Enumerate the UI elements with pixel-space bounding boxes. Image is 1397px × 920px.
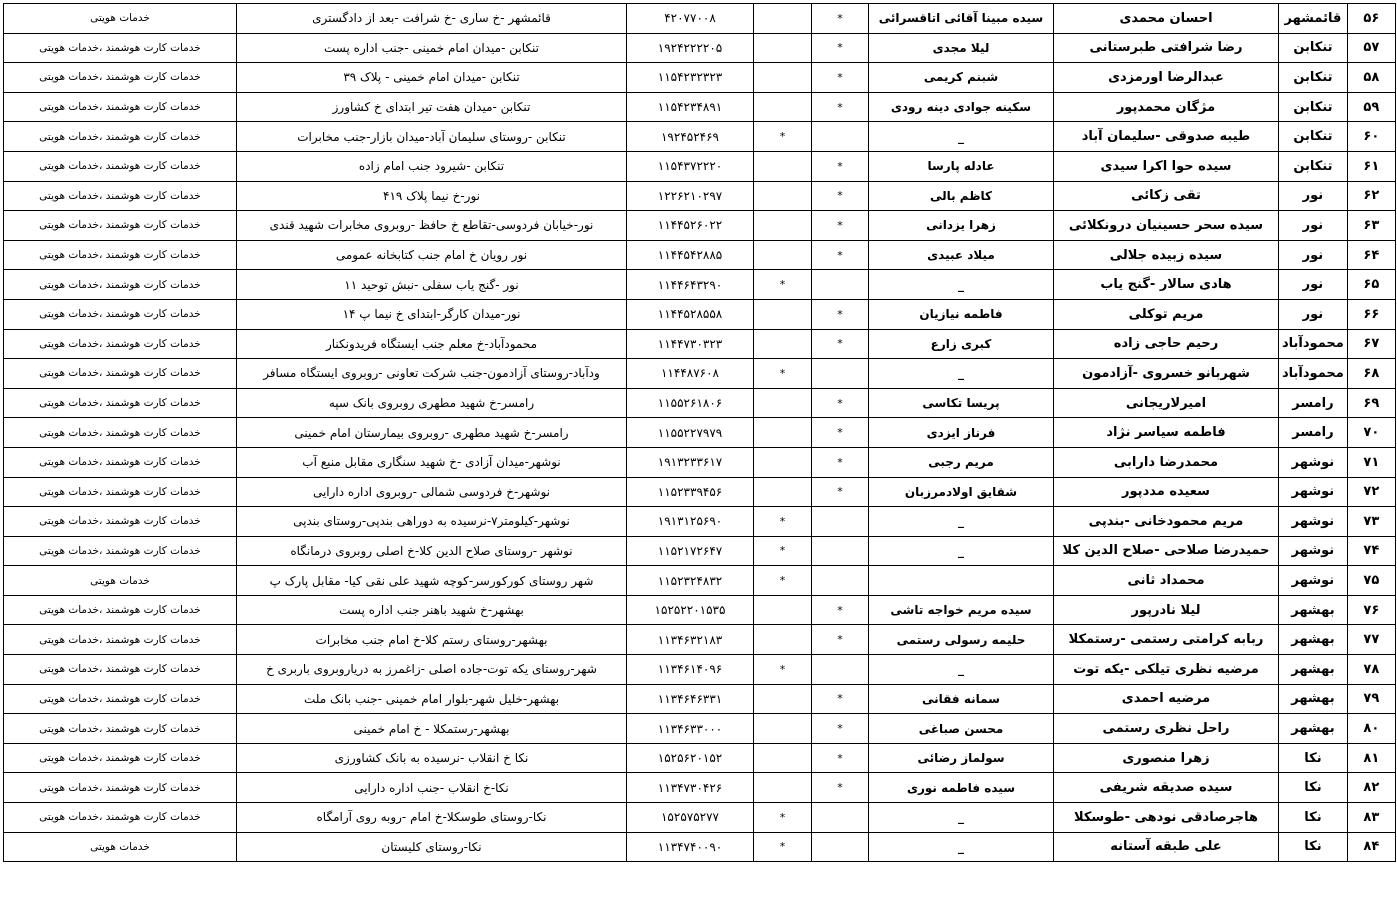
operator-cell: میلاد عبیدی [869, 240, 1054, 270]
city-cell: بهشهر [1279, 684, 1348, 714]
address-cell: بهشهر-روستای رستم کلا-خ امام جنب مخابرات [237, 625, 627, 655]
row-number: ۶۷ [1347, 329, 1395, 359]
mark-b-cell: * [754, 270, 812, 300]
address-cell: ودآباد-روستای آزادمون-جنب شرکت تعاونی -روبروی ایستگاه مسافر [237, 359, 627, 389]
city-cell: نوشهر [1279, 536, 1348, 566]
operator-cell: لیلا مجدی [869, 33, 1054, 63]
phone-cell: ۱۵۲۵۶۲۰۱۵۲ [627, 743, 754, 773]
services-cell: خدمات کارت هوشمند ،خدمات هویتی [4, 359, 237, 389]
city-cell: نور [1279, 181, 1348, 211]
services-cell: خدمات کارت هوشمند ،خدمات هویتی [4, 507, 237, 537]
table-row [4, 832, 1396, 862]
row-number: ۷۴ [1347, 536, 1395, 566]
phone-cell: ۱۱۳۴۷۳۰۴۲۶ [627, 773, 754, 803]
name-cell: رضا شرافتی طبرستانی [1054, 33, 1279, 63]
mark-b-cell [754, 92, 812, 122]
row-number: ۷۶ [1347, 595, 1395, 625]
address-cell: نوشهر-خ فردوسی شمالی -روبروی اداره دارایی [237, 477, 627, 507]
mark-a-cell: * [812, 240, 869, 270]
mark-a-cell: * [812, 773, 869, 803]
table-row [4, 477, 1396, 507]
row-number: ۶۳ [1347, 211, 1395, 241]
row-number: ۶۸ [1347, 359, 1395, 389]
city-cell: نور [1279, 211, 1348, 241]
table-row [4, 536, 1396, 566]
operator-cell: پریسا تکاسی [869, 388, 1054, 418]
name-cell: لیلا نادرپور [1054, 595, 1279, 625]
operator-cell: فرناز ایزدی [869, 418, 1054, 448]
mark-a-cell [812, 655, 869, 685]
table-row [4, 4, 1396, 34]
phone-cell: ۱۱۳۴۶۴۶۳۳۱ [627, 684, 754, 714]
row-number: ۸۱ [1347, 743, 1395, 773]
address-cell: نور -گنج یاب سفلی -نبش توحید ۱۱ [237, 270, 627, 300]
address-cell: تنکابن -شیرود جنب امام زاده [237, 151, 627, 181]
row-number: ۵۶ [1347, 4, 1395, 34]
phone-cell: ۱۱۵۴۲۳۲۳۲۳ [627, 63, 754, 93]
table-row [4, 714, 1396, 744]
operator-cell: مریم رجبی [869, 447, 1054, 477]
name-cell: هاجرصادقی نودهی -طوسکلا [1054, 803, 1279, 833]
mark-a-cell [812, 270, 869, 300]
row-number: ۸۰ [1347, 714, 1395, 744]
city-cell: نکا [1279, 832, 1348, 862]
phone-cell: ۱۱۴۴۶۴۳۲۹۰ [627, 270, 754, 300]
row-number: ۶۱ [1347, 151, 1395, 181]
name-cell: تقی زکائی [1054, 181, 1279, 211]
operator-cell: فاطمه نیازیان [869, 299, 1054, 329]
mark-b-cell [754, 418, 812, 448]
city-cell: نوشهر [1279, 477, 1348, 507]
address-cell: بهشهر-رستمکلا - خ امام خمینی [237, 714, 627, 744]
operator-cell [869, 566, 1054, 596]
name-cell: مژگان محمدپور [1054, 92, 1279, 122]
address-cell: نور-خیابان فردوسی-تقاطع خ حافظ -روبروی مخابرات شهید قندی [237, 211, 627, 241]
address-cell: تنکابن -میدان امام خمینی -جنب اداره پست [237, 33, 627, 63]
mark-b-cell [754, 743, 812, 773]
services-cell: خدمات کارت هوشمند ،خدمات هویتی [4, 743, 237, 773]
mark-a-cell [812, 122, 869, 152]
city-cell: تنکابن [1279, 33, 1348, 63]
city-cell: نور [1279, 240, 1348, 270]
name-cell: سیده زبیده جلالی [1054, 240, 1279, 270]
mark-a-cell: * [812, 418, 869, 448]
mark-b-cell [754, 684, 812, 714]
row-number: ۷۲ [1347, 477, 1395, 507]
mark-b-cell [754, 329, 812, 359]
table-row [4, 595, 1396, 625]
row-number: ۶۹ [1347, 388, 1395, 418]
mark-a-cell: * [812, 92, 869, 122]
phone-cell: ۱۱۵۴۳۷۲۲۲۰ [627, 151, 754, 181]
row-number: ۵۹ [1347, 92, 1395, 122]
row-number: ۶۲ [1347, 181, 1395, 211]
phone-cell: ۱۵۲۵۷۵۲۷۷ [627, 803, 754, 833]
mark-a-cell [812, 507, 869, 537]
phone-cell: ۱۹۱۳۱۲۵۶۹۰ [627, 507, 754, 537]
name-cell: امیرلاریجانی [1054, 388, 1279, 418]
mark-b-cell [754, 388, 812, 418]
city-cell: نور [1279, 299, 1348, 329]
table-row [4, 92, 1396, 122]
address-cell: نکا خ انقلاب -نرسیده به بانک کشاورزی [237, 743, 627, 773]
city-cell: بهشهر [1279, 714, 1348, 744]
phone-cell: ۱۱۵۵۲۲۷۹۷۹ [627, 418, 754, 448]
phone-cell: ۱۱۳۴۶۳۳۰۰۰ [627, 714, 754, 744]
services-cell: خدمات کارت هوشمند ،خدمات هویتی [4, 181, 237, 211]
phone-cell: ۱۹۲۴۵۲۴۶۹ [627, 122, 754, 152]
mark-a-cell: * [812, 684, 869, 714]
table-row [4, 655, 1396, 685]
services-cell: خدمات کارت هوشمند ،خدمات هویتی [4, 773, 237, 803]
name-cell: زهرا منصوری [1054, 743, 1279, 773]
mark-a-cell: * [812, 388, 869, 418]
services-cell: خدمات کارت هوشمند ،خدمات هویتی [4, 388, 237, 418]
row-number: ۶۰ [1347, 122, 1395, 152]
phone-cell: ۱۱۴۴۵۲۶۰۲۲ [627, 211, 754, 241]
name-cell: مریم محمودخانی -بندپی [1054, 507, 1279, 537]
operator-cell: زهرا یزدانی [869, 211, 1054, 241]
name-cell: فاطمه سیاسر نژاد [1054, 418, 1279, 448]
city-cell: بهشهر [1279, 625, 1348, 655]
address-cell: نکا-خ انقلاب -جنب اداره دارایی [237, 773, 627, 803]
name-cell: رحیم حاجی زاده [1054, 329, 1279, 359]
mark-b-cell: * [754, 536, 812, 566]
mark-b-cell [754, 299, 812, 329]
name-cell: سیده سحر حسینیان درونکلائی [1054, 211, 1279, 241]
row-number: ۷۰ [1347, 418, 1395, 448]
phone-cell: ۱۵۲۵۲۲۰۱۵۳۵ [627, 595, 754, 625]
city-cell: نکا [1279, 803, 1348, 833]
row-number: ۷۹ [1347, 684, 1395, 714]
table-row [4, 388, 1396, 418]
table-row [4, 181, 1396, 211]
name-cell: مرضیه احمدی [1054, 684, 1279, 714]
name-cell: سیده صدیقه شریفی [1054, 773, 1279, 803]
mark-b-cell [754, 595, 812, 625]
city-cell: تنکابن [1279, 92, 1348, 122]
city-cell: نور [1279, 270, 1348, 300]
row-number: ۸۴ [1347, 832, 1395, 862]
name-cell: علی طبقه آستانه [1054, 832, 1279, 862]
city-cell: نکا [1279, 743, 1348, 773]
services-cell: خدمات کارت هوشمند ،خدمات هویتی [4, 595, 237, 625]
services-cell: خدمات کارت هوشمند ،خدمات هویتی [4, 329, 237, 359]
address-cell: رامسر-خ شهید مطهری -روبروی بیمارستان امام خمینی [237, 418, 627, 448]
table-row [4, 418, 1396, 448]
city-cell: بهشهر [1279, 595, 1348, 625]
services-cell: خدمات کارت هوشمند ،خدمات هویتی [4, 714, 237, 744]
services-cell: خدمات کارت هوشمند ،خدمات هویتی [4, 211, 237, 241]
address-cell: شهر-روستای یکه توت-جاده اصلی -زاغمرز به دریاروبروی باربری خ [237, 655, 627, 685]
mark-b-cell: * [754, 359, 812, 389]
services-cell: خدمات کارت هوشمند ،خدمات هویتی [4, 655, 237, 685]
row-number: ۷۸ [1347, 655, 1395, 685]
operator-cell: _ [869, 536, 1054, 566]
address-cell: تنکابن -میدان هفت تیر ابتدای خ کشاورز [237, 92, 627, 122]
mark-b-cell [754, 477, 812, 507]
name-cell: هادی سالار -گنج یاب [1054, 270, 1279, 300]
table-row [4, 625, 1396, 655]
name-cell: مریم توکلی [1054, 299, 1279, 329]
mark-a-cell [812, 359, 869, 389]
row-number: ۸۲ [1347, 773, 1395, 803]
address-cell: شهر روستای کورکورسر-کوچه شهید علی نقی کیا- مقابل پارک پ [237, 566, 627, 596]
mark-a-cell: * [812, 714, 869, 744]
phone-cell: ۱۱۵۵۲۶۱۸۰۶ [627, 388, 754, 418]
phone-cell: ۱۱۴۴۵۴۲۸۸۵ [627, 240, 754, 270]
name-cell: ربابه کرامتی رستمی -رستمکلا [1054, 625, 1279, 655]
mark-a-cell: * [812, 63, 869, 93]
table-row [4, 743, 1396, 773]
mark-b-cell: * [754, 122, 812, 152]
operator-cell: شقایق اولادمرزبان [869, 477, 1054, 507]
phone-cell: ۱۱۴۴۵۲۸۵۵۸ [627, 299, 754, 329]
services-cell: خدمات کارت هوشمند ،خدمات هویتی [4, 270, 237, 300]
services-cell: خدمات کارت هوشمند ،خدمات هویتی [4, 536, 237, 566]
table-row [4, 33, 1396, 63]
operator-cell: سیده مبینا آقائی اتاقسرائی [869, 4, 1054, 34]
mark-b-cell: * [754, 803, 812, 833]
mark-a-cell: * [812, 329, 869, 359]
phone-cell: ۱۱۳۴۶۱۴۰۹۶ [627, 655, 754, 685]
centers-table [3, 3, 1396, 862]
services-cell: خدمات کارت هوشمند ،خدمات هویتی [4, 803, 237, 833]
mark-b-cell [754, 4, 812, 34]
operator-cell: سکینه جوادی دینه رودی [869, 92, 1054, 122]
mark-a-cell [812, 832, 869, 862]
services-cell: خدمات کارت هوشمند ،خدمات هویتی [4, 418, 237, 448]
mark-a-cell [812, 536, 869, 566]
city-cell: نکا [1279, 773, 1348, 803]
city-cell: بهشهر [1279, 655, 1348, 685]
mark-b-cell [754, 63, 812, 93]
name-cell: شهربانو خسروی -آزادمون [1054, 359, 1279, 389]
operator-cell: عادله پارسا [869, 151, 1054, 181]
operator-cell: _ [869, 832, 1054, 862]
mark-a-cell: * [812, 595, 869, 625]
operator-cell: _ [869, 270, 1054, 300]
mark-a-cell: * [812, 4, 869, 34]
mark-a-cell: * [812, 299, 869, 329]
operator-cell: سولماز رضائی [869, 743, 1054, 773]
name-cell: حمیدرضا صلاحی -صلاح الدین کلا [1054, 536, 1279, 566]
mark-b-cell [754, 773, 812, 803]
mark-a-cell: * [812, 625, 869, 655]
table-row [4, 151, 1396, 181]
address-cell: تنکابن -روستای سلیمان آباد-میدان بازار-جنب مخابرات [237, 122, 627, 152]
operator-cell: سمانه فقانی [869, 684, 1054, 714]
address-cell: بهشهر-خلیل شهر-بلوار امام خمینی -جنب بانک ملت [237, 684, 627, 714]
operator-cell: _ [869, 359, 1054, 389]
address-cell: قائمشهر -خ ساری -خ شرافت -بعد از دادگستری [237, 4, 627, 34]
mark-b-cell [754, 625, 812, 655]
name-cell: سعیده مددپور [1054, 477, 1279, 507]
mark-b-cell [754, 211, 812, 241]
address-cell: نور-خ نیما پلاک ۴۱۹ [237, 181, 627, 211]
row-number: ۶۵ [1347, 270, 1395, 300]
name-cell: احسان محمدی [1054, 4, 1279, 34]
table-row [4, 803, 1396, 833]
row-number: ۷۵ [1347, 566, 1395, 596]
mark-a-cell: * [812, 33, 869, 63]
table-row [4, 566, 1396, 596]
table-row [4, 240, 1396, 270]
operator-cell: محسن صباغی [869, 714, 1054, 744]
services-cell: خدمات کارت هوشمند ،خدمات هویتی [4, 122, 237, 152]
name-cell: طیبه صدوقی -سلیمان آباد [1054, 122, 1279, 152]
row-number: ۷۱ [1347, 447, 1395, 477]
mark-a-cell: * [812, 151, 869, 181]
city-cell: محمودآباد [1279, 329, 1348, 359]
services-cell: خدمات کارت هوشمند ،خدمات هویتی [4, 299, 237, 329]
services-cell: خدمات کارت هوشمند ،خدمات هویتی [4, 151, 237, 181]
name-cell: محمداد ثانی [1054, 566, 1279, 596]
city-cell: نوشهر [1279, 447, 1348, 477]
services-cell: خدمات کارت هوشمند ،خدمات هویتی [4, 92, 237, 122]
phone-cell: ۱۱۵۲۱۷۲۶۴۷ [627, 536, 754, 566]
operator-cell: سیده فاطمه نوری [869, 773, 1054, 803]
city-cell: نوشهر [1279, 566, 1348, 596]
services-cell: خدمات کارت هوشمند ،خدمات هویتی [4, 240, 237, 270]
operator-cell: کبری زارع [869, 329, 1054, 359]
mark-a-cell [812, 803, 869, 833]
row-number: ۵۷ [1347, 33, 1395, 63]
table-row [4, 447, 1396, 477]
city-cell: تنکابن [1279, 63, 1348, 93]
services-cell: خدمات کارت هوشمند ،خدمات هویتی [4, 63, 237, 93]
mark-b-cell [754, 447, 812, 477]
row-number: ۷۳ [1347, 507, 1395, 537]
operator-cell: سیده مریم خواجه تاشی [869, 595, 1054, 625]
mark-a-cell: * [812, 743, 869, 773]
address-cell: نوشهر-کیلومتر۷-نرسیده به دوراهی بندپی-روستای بندپی [237, 507, 627, 537]
mark-a-cell: * [812, 477, 869, 507]
name-cell: راحل نظری رستمی [1054, 714, 1279, 744]
name-cell: عبدالرضا اورمزدی [1054, 63, 1279, 93]
phone-cell: ۴۲۰۷۷۰۰۸ [627, 4, 754, 34]
address-cell: نوشهر -روستای صلاح الدین کلا-خ اصلی روبروی درمانگاه [237, 536, 627, 566]
mark-b-cell [754, 33, 812, 63]
services-cell: خدمات هویتی [4, 832, 237, 862]
phone-cell: ۱۲۲۶۲۱۰۲۹۷ [627, 181, 754, 211]
phone-cell: ۱۹۲۴۲۲۲۲۰۵ [627, 33, 754, 63]
table-row [4, 329, 1396, 359]
mark-b-cell: * [754, 655, 812, 685]
mark-a-cell: * [812, 447, 869, 477]
services-cell: خدمات هویتی [4, 566, 237, 596]
name-cell: مرضیه نظری تیلکی -یکه توت [1054, 655, 1279, 685]
city-cell: رامسر [1279, 418, 1348, 448]
operator-cell: _ [869, 655, 1054, 685]
city-cell: محمودآباد [1279, 359, 1348, 389]
phone-cell: ۱۹۱۳۲۳۳۶۱۷ [627, 447, 754, 477]
mark-a-cell: * [812, 211, 869, 241]
row-number: ۶۴ [1347, 240, 1395, 270]
table-row [4, 270, 1396, 300]
table-row [4, 684, 1396, 714]
row-number: ۶۶ [1347, 299, 1395, 329]
name-cell: محمدرضا دارابی [1054, 447, 1279, 477]
table-row [4, 773, 1396, 803]
city-cell: رامسر [1279, 388, 1348, 418]
address-cell: تنکابن -میدان امام خمینی - پلاک ۳۹ [237, 63, 627, 93]
table-row [4, 122, 1396, 152]
phone-cell: ۱۱۵۲۳۳۹۴۵۶ [627, 477, 754, 507]
mark-b-cell: * [754, 507, 812, 537]
phone-cell: ۱۱۵۴۲۳۴۸۹۱ [627, 92, 754, 122]
row-number: ۷۷ [1347, 625, 1395, 655]
address-cell: نور-میدان کارگر-ابتدای خ نیما پ ۱۴ [237, 299, 627, 329]
address-cell: رامسر-خ شهید مطهری روبروی بانک سپه [237, 388, 627, 418]
address-cell: نوشهر-میدان آزادی -خ شهید سنگاری مقابل منبع آب [237, 447, 627, 477]
table-row [4, 359, 1396, 389]
operator-cell: کاظم بالی [869, 181, 1054, 211]
mark-a-cell: * [812, 181, 869, 211]
mark-b-cell [754, 240, 812, 270]
mark-b-cell: * [754, 566, 812, 596]
table-row [4, 63, 1396, 93]
services-cell: خدمات کارت هوشمند ،خدمات هویتی [4, 625, 237, 655]
address-cell: بهشهر-خ شهید باهنر جنب اداره پست [237, 595, 627, 625]
phone-cell: ۱۱۳۴۷۴۰۰۹۰ [627, 832, 754, 862]
address-cell: نور رویان خ امام جنب کتابخانه عمومی [237, 240, 627, 270]
services-cell: خدمات کارت هوشمند ،خدمات هویتی [4, 33, 237, 63]
city-cell: قائمشهر [1279, 4, 1348, 34]
address-cell: نکا-روستای طوسکلا-خ امام -روبه روی آرامگاه [237, 803, 627, 833]
table-body [4, 4, 1396, 862]
city-cell: نوشهر [1279, 507, 1348, 537]
city-cell: تنکابن [1279, 122, 1348, 152]
mark-a-cell [812, 566, 869, 596]
services-cell: خدمات کارت هوشمند ،خدمات هویتی [4, 447, 237, 477]
mark-b-cell [754, 151, 812, 181]
operator-cell: _ [869, 803, 1054, 833]
city-cell: تنکابن [1279, 151, 1348, 181]
phone-cell: ۱۱۴۴۸۷۶۰۸ [627, 359, 754, 389]
row-number: ۸۳ [1347, 803, 1395, 833]
row-number: ۵۸ [1347, 63, 1395, 93]
mark-b-cell [754, 181, 812, 211]
address-cell: محمودآباد-خ معلم جنب ایستگاه فریدونکنار [237, 329, 627, 359]
services-cell: خدمات کارت هوشمند ،خدمات هویتی [4, 477, 237, 507]
name-cell: سیده حوا اکرا سیدی [1054, 151, 1279, 181]
table-row [4, 211, 1396, 241]
mark-b-cell: * [754, 832, 812, 862]
table-row [4, 507, 1396, 537]
services-cell: خدمات کارت هوشمند ،خدمات هویتی [4, 684, 237, 714]
phone-cell: ۱۱۵۲۳۲۴۸۳۲ [627, 566, 754, 596]
phone-cell: ۱۱۳۴۶۳۲۱۸۳ [627, 625, 754, 655]
phone-cell: ۱۱۴۴۷۳۰۳۲۳ [627, 329, 754, 359]
address-cell: نکا-روستای کلیستان [237, 832, 627, 862]
table-row [4, 299, 1396, 329]
operator-cell: حلیمه رسولی رستمی [869, 625, 1054, 655]
operator-cell: _ [869, 507, 1054, 537]
operator-cell: _ [869, 122, 1054, 152]
mark-b-cell [754, 714, 812, 744]
services-cell: خدمات هویتی [4, 4, 237, 34]
operator-cell: شبنم کریمی [869, 63, 1054, 93]
